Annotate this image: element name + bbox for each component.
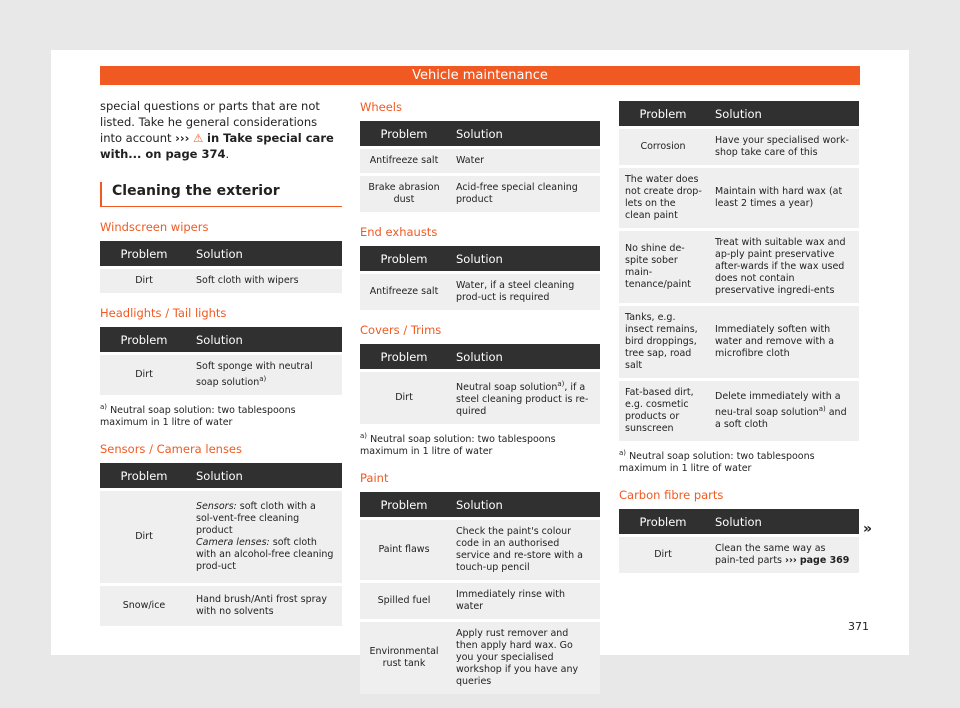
solution-cell: Water xyxy=(448,148,600,175)
table-row xyxy=(360,175,600,213)
footnote-ref: a) xyxy=(557,380,565,388)
solution-label: Camera lenses: xyxy=(196,537,270,549)
solution-text: , if a steel cleaning product is re-quired xyxy=(456,382,589,418)
header-solution: Solution xyxy=(448,492,600,519)
windscreen-table xyxy=(100,241,342,293)
solution-cell: Apply rust remover and then apply hard wax. Go you your specialised workshop if you have any queries xyxy=(448,621,600,695)
solution-cell: Maintain with hard wax (at least 2 times a year) xyxy=(707,167,859,230)
header-problem: Problem xyxy=(100,463,188,490)
problem-cell: Paint flaws xyxy=(360,519,448,582)
header-solution: Solution xyxy=(707,101,859,128)
paint-table xyxy=(360,492,600,694)
solution-cell xyxy=(707,380,859,442)
table-row xyxy=(360,371,600,425)
problem-cell: Dirt xyxy=(100,268,188,294)
problem-cell: Dirt xyxy=(100,490,188,585)
header-solution: Solution xyxy=(448,344,600,371)
solution-cell xyxy=(188,490,342,585)
footnote-text: Neutral soap solution: two tablespoons maximum in 1 litre of water xyxy=(619,451,815,475)
carbon-title: Carbon fibre parts xyxy=(619,488,724,503)
section-title: Cleaning the exterior xyxy=(100,182,342,207)
intro-text: special questions or parts that are not listed. Take he general considerations into account xyxy=(100,99,320,145)
problem-cell: Brake abrasion dust xyxy=(360,175,448,213)
header-solution: Solution xyxy=(448,246,600,273)
table-row xyxy=(619,128,859,167)
solution-cell: Have your specialised work-shop take care of this xyxy=(707,128,859,167)
column-right xyxy=(619,101,859,573)
sensors-title: Sensors / Camera lenses xyxy=(100,442,242,457)
page-number: 371 xyxy=(848,620,869,633)
problem-cell: Snow/ice xyxy=(100,585,188,627)
footnote-marker: a) xyxy=(619,449,627,457)
problem-cell: Dirt xyxy=(100,354,188,396)
footnote xyxy=(360,430,600,458)
page-link[interactable]: page 369 xyxy=(799,555,850,567)
problem-cell: Corrosion xyxy=(619,128,707,167)
intro-paragraph xyxy=(100,98,342,162)
table-row xyxy=(360,621,600,695)
problem-cell: Antifreeze salt xyxy=(360,148,448,175)
header-solution: Solution xyxy=(707,509,859,536)
misc-table xyxy=(619,101,859,441)
wheels-title: Wheels xyxy=(360,100,402,114)
table-row xyxy=(619,167,859,230)
table-row xyxy=(100,268,342,294)
solution-cell xyxy=(707,536,859,574)
column-left xyxy=(100,98,342,626)
header-problem: Problem xyxy=(360,344,448,371)
solution-label: Sensors: xyxy=(196,501,237,513)
footnote-text: Neutral soap solution: two tablespoons maximum in 1 litre of water xyxy=(100,405,296,429)
wheels-table xyxy=(360,121,600,212)
paint-title: Paint xyxy=(360,471,389,486)
header-solution: Solution xyxy=(448,121,600,148)
table-row xyxy=(360,519,600,582)
header-problem: Problem xyxy=(360,121,448,148)
headlights-title: Headlights / Tail lights xyxy=(100,306,227,320)
solution-text: soft cloth with an alcohol-free cleaning prod-uct xyxy=(196,537,334,573)
intro-arrows: ››› xyxy=(175,131,190,145)
page-header: Vehicle maintenance xyxy=(100,66,860,85)
solution-cell: Water, if a steel cleaning prod-uct is required xyxy=(448,273,600,311)
solution-text: Soft sponge with neutral soap solution xyxy=(196,361,313,389)
solution-text: Clean the same way as pain-ted parts xyxy=(715,543,826,567)
footnote-marker: a) xyxy=(360,432,368,441)
footnote-ref: a) xyxy=(818,404,826,413)
intro-link[interactable]: in Take special care with... on page 374 xyxy=(100,131,334,161)
table-row xyxy=(360,582,600,621)
table-row xyxy=(360,148,600,175)
solution-text: Neutral soap solution xyxy=(456,382,558,394)
footnote-ref: a) xyxy=(259,375,267,383)
header-solution: Solution xyxy=(188,241,342,268)
solution-cell: Immediately soften with water and remove with a microfibre cloth xyxy=(707,305,859,380)
headlights-table xyxy=(100,327,342,395)
solution-cell xyxy=(188,354,342,396)
solution-cell: Hand brush/Anti frost spray with no solvents xyxy=(188,585,342,627)
intro-end: . xyxy=(225,147,230,161)
solution-text: soft cloth with a sol-vent-free cleaning product xyxy=(196,501,316,537)
solution-cell: Check the paint's colour code in an authorised service and re-store with a touch-up pencil xyxy=(448,519,600,582)
problem-cell: Dirt xyxy=(360,371,448,425)
problem-cell: Tanks, e.g. insect remains, bird droppings, tree sap, road salt xyxy=(619,305,707,380)
solution-text: and a soft cloth xyxy=(715,407,847,431)
exhausts-title: End exhausts xyxy=(360,225,438,239)
header-problem: Problem xyxy=(100,241,188,268)
solution-text: Delete immediately with a neu-tral soap solution xyxy=(715,390,841,419)
header-problem: Problem xyxy=(619,509,707,536)
footnote-text: Neutral soap solution: two tablespoons maximum in 1 litre of water xyxy=(360,434,556,458)
header-solution: Solution xyxy=(188,463,342,490)
exhausts-table xyxy=(360,246,600,310)
sensors-table xyxy=(100,463,342,626)
problem-cell: Environmental rust tank xyxy=(360,621,448,695)
header-problem: Problem xyxy=(360,492,448,519)
warning-icon: ⚠ xyxy=(193,131,204,145)
solution-cell: Soft cloth with wipers xyxy=(188,268,342,294)
table-row xyxy=(100,354,342,396)
solution-cell: Treat with suitable wax and ap-ply paint preservative after-wards if the wax used does not contain preservative ingredi-ents xyxy=(707,230,859,305)
header-problem: Problem xyxy=(100,327,188,354)
problem-cell: The water does not create drop-lets on the clean paint xyxy=(619,167,707,230)
table-row xyxy=(360,273,600,311)
problem-cell: Antifreeze salt xyxy=(360,273,448,311)
table-row xyxy=(619,305,859,380)
table-row xyxy=(619,380,859,442)
link-arrows: ››› xyxy=(785,555,797,567)
carbon-table xyxy=(619,509,859,573)
footnote xyxy=(100,401,342,429)
table-row xyxy=(100,490,342,585)
column-middle xyxy=(360,98,600,694)
header-problem: Problem xyxy=(619,101,707,128)
problem-cell: No shine de-spite sober main-tenance/paint xyxy=(619,230,707,305)
table-row xyxy=(619,536,859,574)
table-row xyxy=(619,230,859,305)
covers-table xyxy=(360,344,600,424)
footnote-marker: a) xyxy=(100,403,108,412)
problem-cell: Dirt xyxy=(619,536,707,574)
windscreen-title: Windscreen wipers xyxy=(100,220,209,234)
header-problem: Problem xyxy=(360,246,448,273)
covers-title: Covers / Trims xyxy=(360,323,442,337)
table-row xyxy=(100,585,342,627)
footnote xyxy=(619,447,859,475)
solution-cell xyxy=(448,371,600,425)
continue-icon: » xyxy=(863,521,873,537)
problem-cell: Fat-based dirt, e.g. cosmetic products or sunscreen xyxy=(619,380,707,442)
solution-cell: Acid-free special cleaning product xyxy=(448,175,600,213)
solution-cell: Immediately rinse with water xyxy=(448,582,600,621)
header-solution: Solution xyxy=(188,327,342,354)
problem-cell: Spilled fuel xyxy=(360,582,448,621)
